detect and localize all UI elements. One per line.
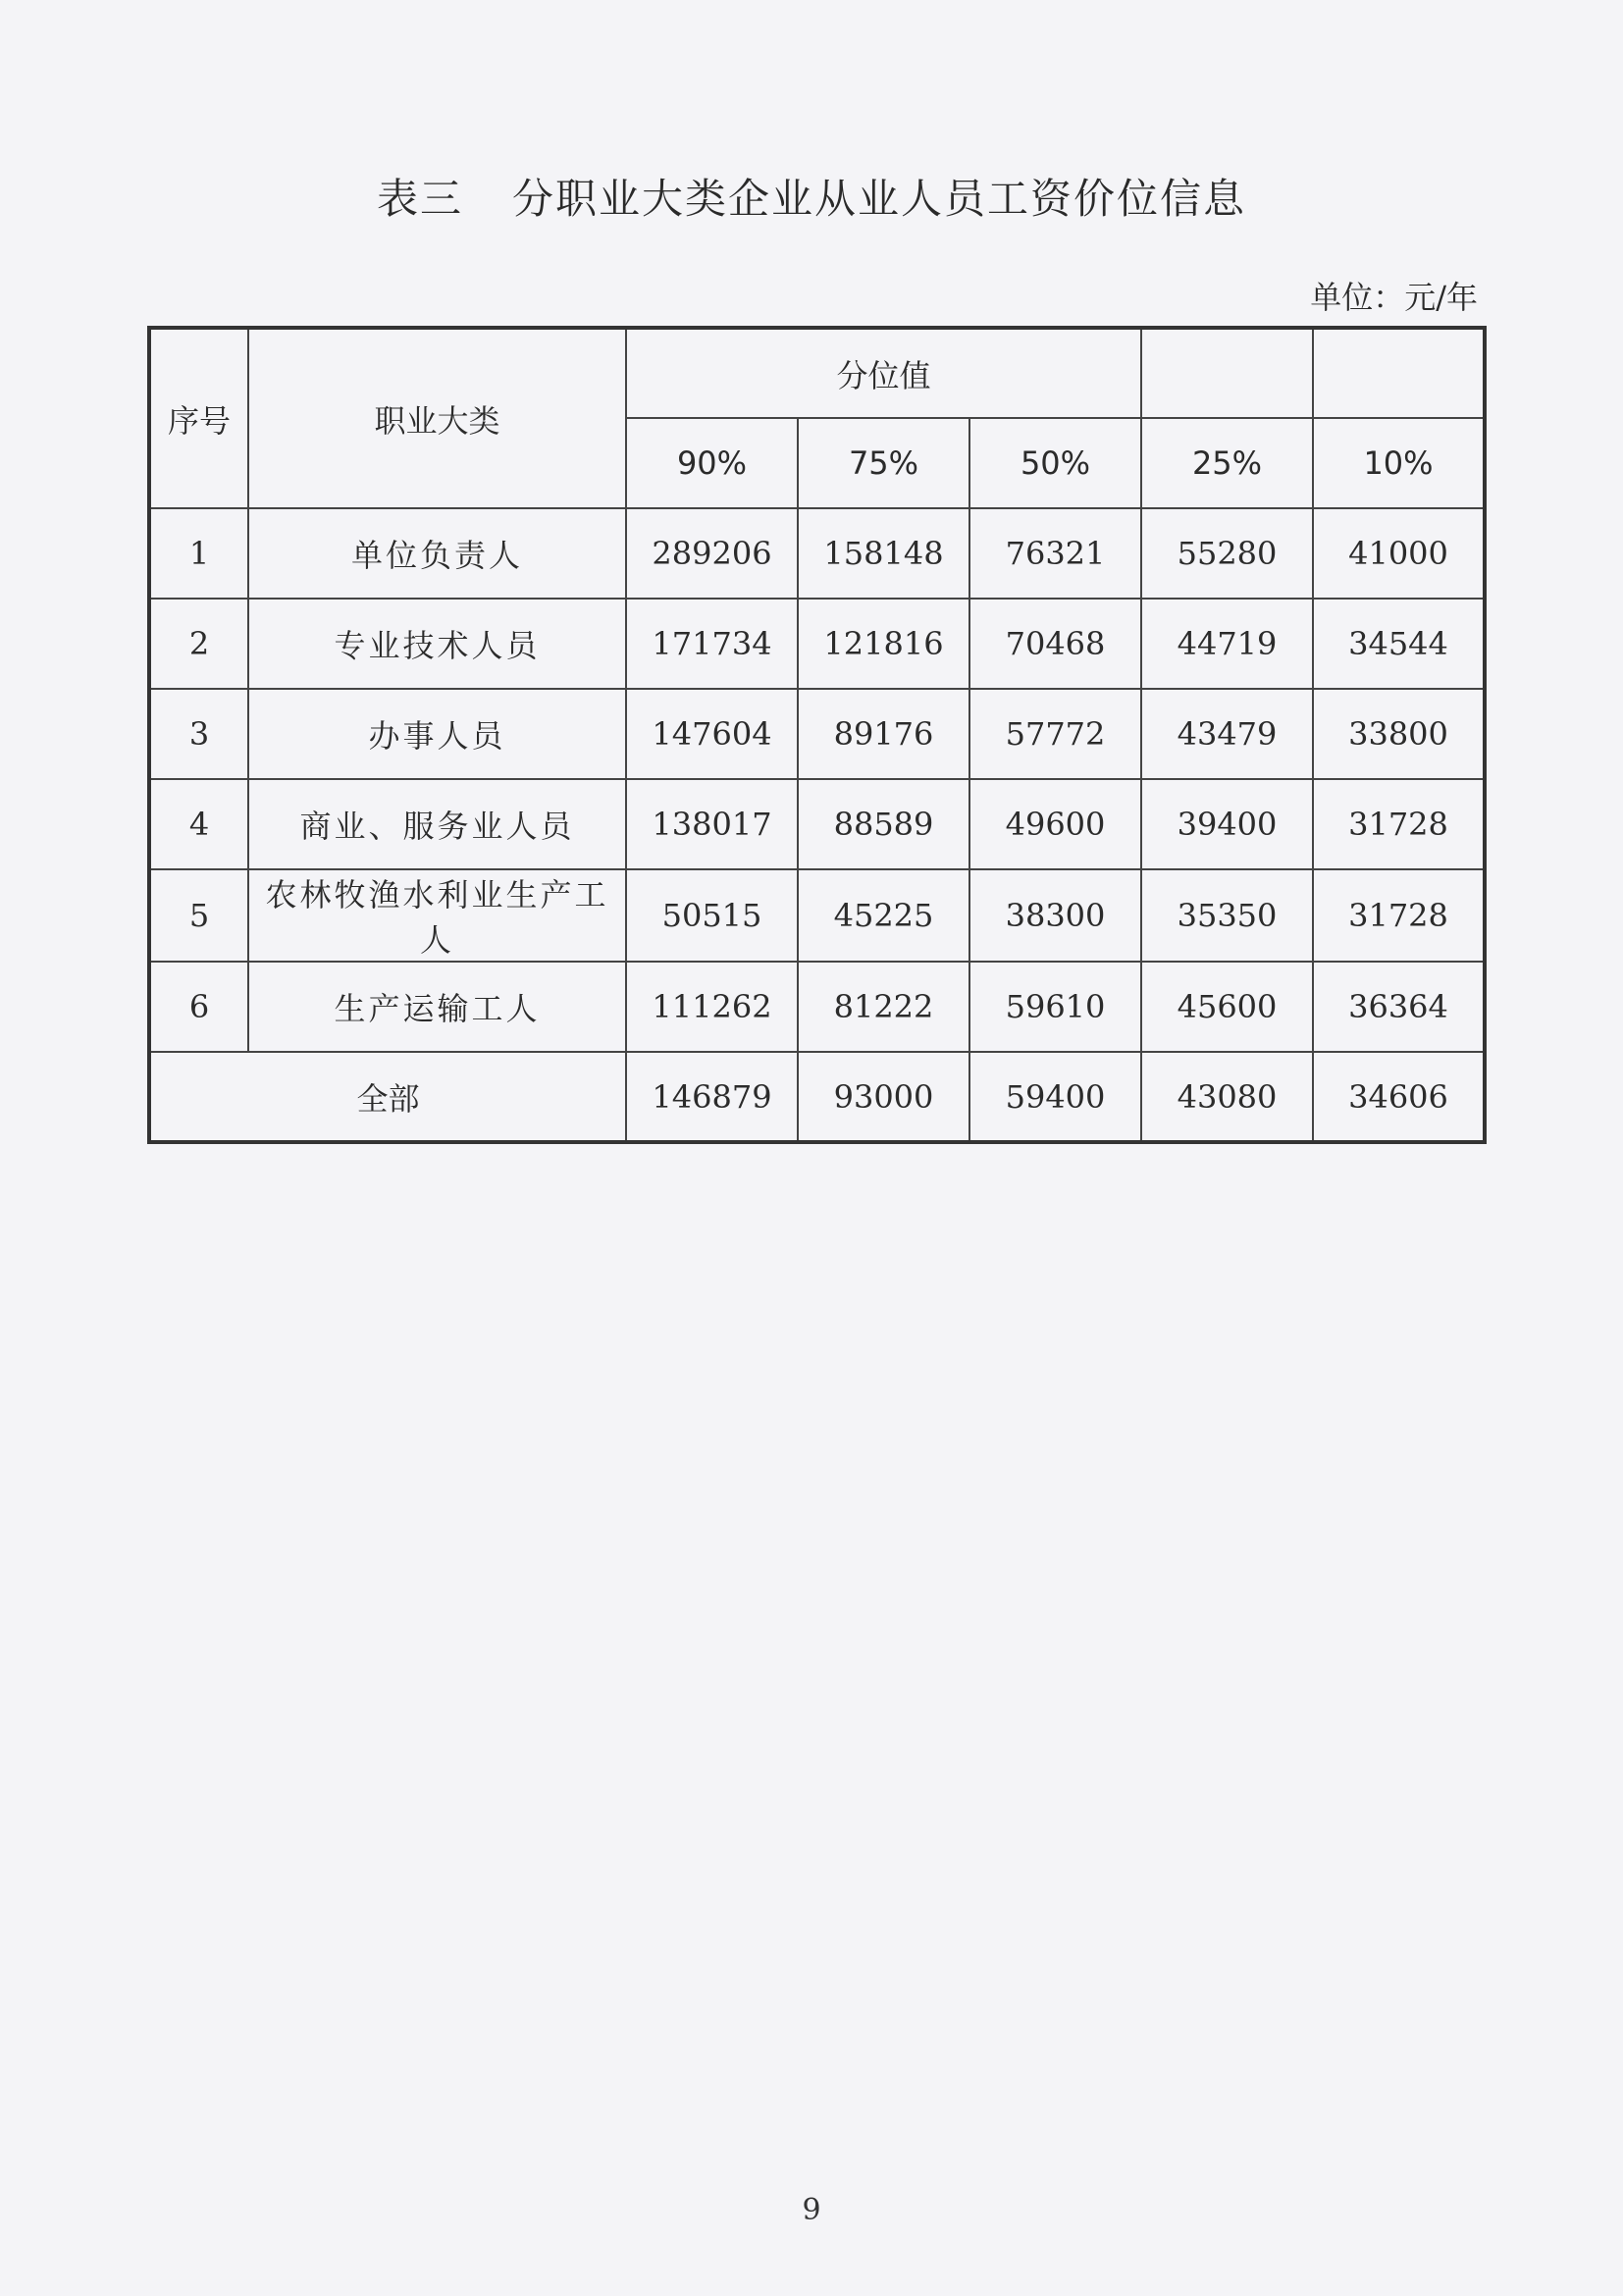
cell-p25: 55280 [1141, 508, 1313, 599]
total-label: 全部 [149, 1052, 626, 1142]
cell-p25: 39400 [1141, 779, 1313, 869]
cell-p50: 70468 [969, 599, 1141, 689]
cell-p75: 81222 [798, 962, 969, 1052]
header-p75: 75% [798, 418, 969, 508]
cell-p90: 138017 [626, 779, 798, 869]
table-row [149, 599, 1485, 689]
row-seq: 6 [149, 962, 248, 1052]
table-row [149, 779, 1485, 869]
row-category: 生产运输工人 [248, 962, 626, 1052]
row-seq: 4 [149, 779, 248, 869]
row-category: 单位负责人 [248, 508, 626, 599]
cell-p75: 121816 [798, 599, 969, 689]
cell-p10: 41000 [1313, 508, 1485, 599]
cell-p10: 31728 [1313, 779, 1485, 869]
cell-p10: 34544 [1313, 599, 1485, 689]
row-category: 办事人员 [248, 689, 626, 779]
cell-p90: 289206 [626, 508, 798, 599]
header-blank-cell [1141, 328, 1313, 418]
total-p10: 34606 [1313, 1052, 1485, 1142]
cell-p75: 89176 [798, 689, 969, 779]
cell-p25: 45600 [1141, 962, 1313, 1052]
table-row [149, 962, 1485, 1052]
cell-p75: 88589 [798, 779, 969, 869]
header-p10: 10% [1313, 418, 1485, 508]
cell-p10: 31728 [1313, 869, 1485, 962]
row-category: 专业技术人员 [248, 599, 626, 689]
header-row-1 [149, 328, 1485, 418]
row-seq: 2 [149, 599, 248, 689]
row-category: 农林牧渔水利业生产工人 [248, 869, 626, 962]
table-row [149, 689, 1485, 779]
page-title [0, 167, 1623, 226]
cell-p25: 43479 [1141, 689, 1313, 779]
header-percentile-group: 分位值 [626, 328, 1141, 418]
total-p75: 93000 [798, 1052, 969, 1142]
cell-p75: 45225 [798, 869, 969, 962]
header-blank-cell [1313, 328, 1485, 418]
cell-p50: 49600 [969, 779, 1141, 869]
header-category: 职业大类 [248, 328, 626, 508]
table-row [149, 869, 1485, 962]
total-row [149, 1052, 1485, 1142]
title-prefix: 表三 [376, 175, 463, 223]
header-seq: 序号 [149, 328, 248, 508]
header-p90: 90% [626, 418, 798, 508]
cell-p50: 57772 [969, 689, 1141, 779]
row-category: 商业、服务业人员 [248, 779, 626, 869]
cell-p25: 35350 [1141, 869, 1313, 962]
cell-p10: 33800 [1313, 689, 1485, 779]
header-p25: 25% [1141, 418, 1313, 508]
total-p25: 43080 [1141, 1052, 1313, 1142]
cell-p75: 158148 [798, 508, 969, 599]
page-number: 9 [802, 2193, 821, 2227]
table-row [149, 508, 1485, 599]
cell-p90: 111262 [626, 962, 798, 1052]
unit-label: 单位：元/年 [1310, 279, 1478, 316]
cell-p50: 38300 [969, 869, 1141, 962]
row-seq: 1 [149, 508, 248, 599]
row-seq: 3 [149, 689, 248, 779]
cell-p90: 147604 [626, 689, 798, 779]
cell-p50: 76321 [969, 508, 1141, 599]
row-seq: 5 [149, 869, 248, 962]
header-p50: 50% [969, 418, 1141, 508]
cell-p50: 59610 [969, 962, 1141, 1052]
cell-p10: 36364 [1313, 962, 1485, 1052]
wage-table [147, 326, 1487, 1144]
total-p90: 146879 [626, 1052, 798, 1142]
cell-p25: 44719 [1141, 599, 1313, 689]
title-text: 分职业大类企业从业人员工资价位信息 [512, 175, 1247, 223]
cell-p90: 171734 [626, 599, 798, 689]
total-p50: 59400 [969, 1052, 1141, 1142]
cell-p90: 50515 [626, 869, 798, 962]
